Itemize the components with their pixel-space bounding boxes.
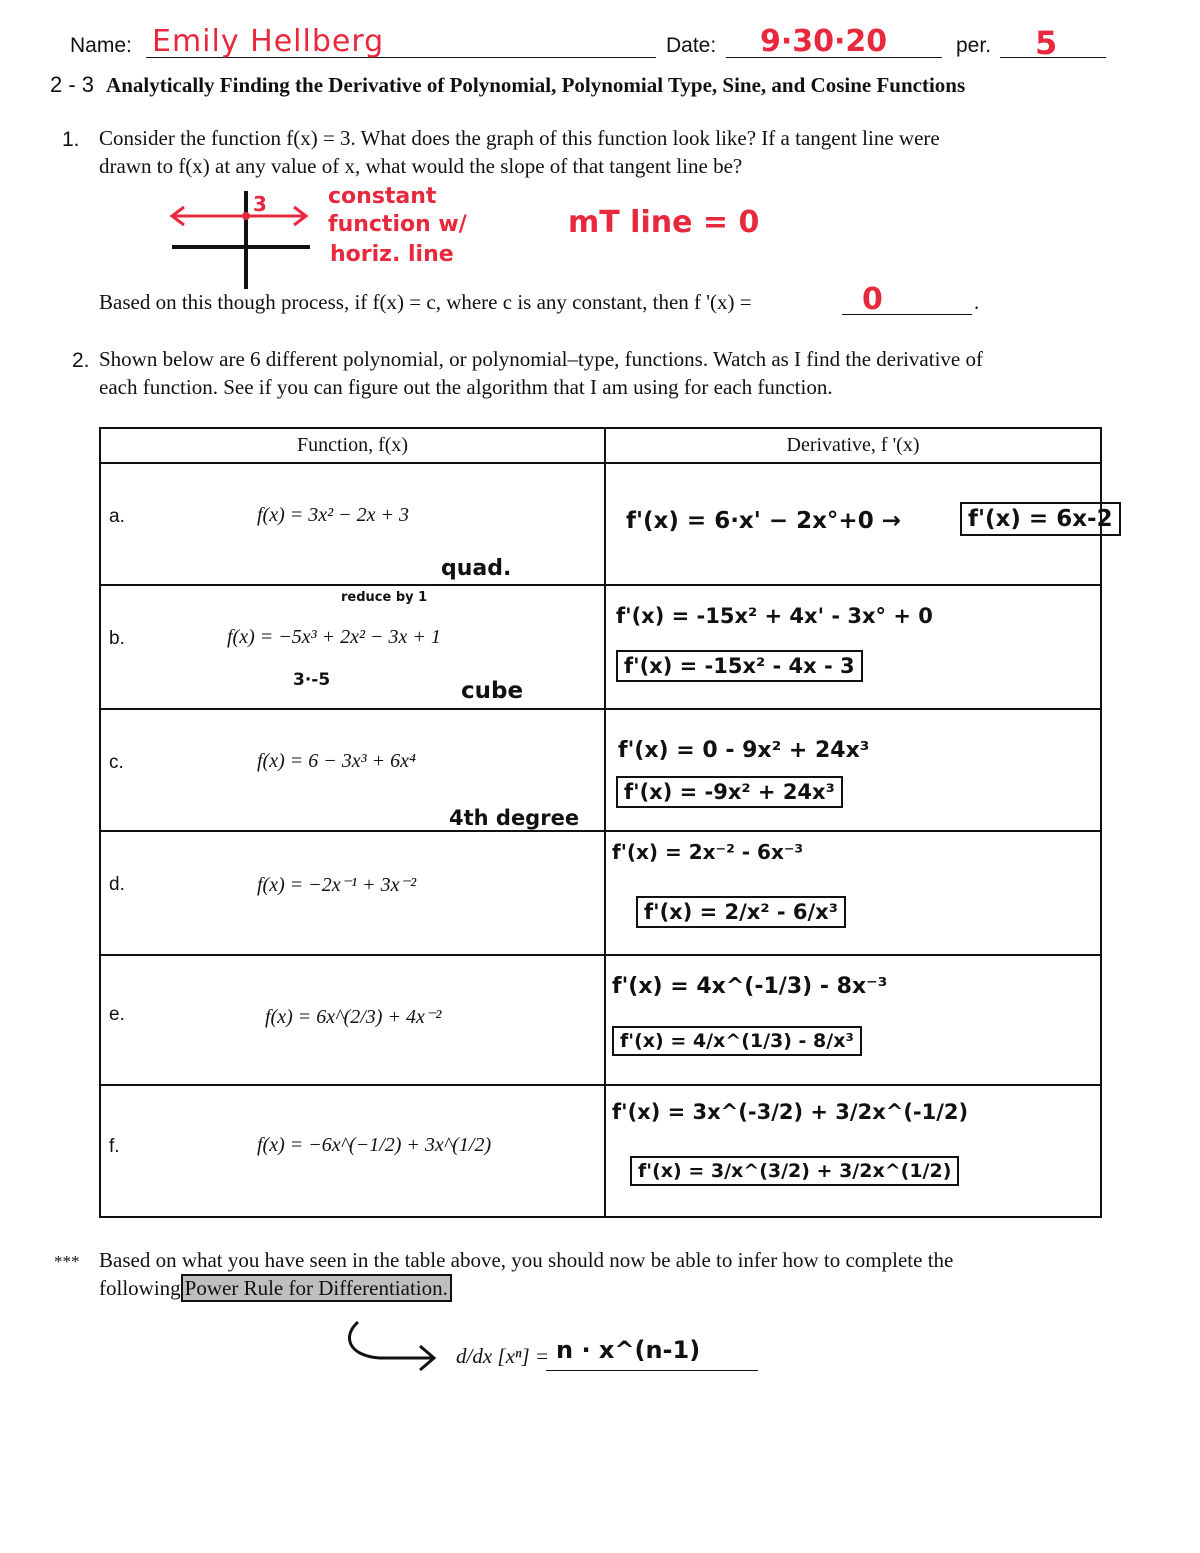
- q1-graph: [160, 185, 320, 295]
- power-rule-stars: ***: [54, 1252, 80, 1271]
- q2-line1: Shown below are 6 different polynomial, or polynomial–type, functions. Watch as I find the derivative of: [99, 347, 983, 371]
- work-text: f'(x) = 2x⁻² - 6x⁻³: [612, 840, 804, 864]
- q1-note-3: horiz. line: [330, 242, 454, 267]
- work-text: f'(x) = 4x^(-1/3) - 8x⁻³: [612, 974, 888, 999]
- power-rule-lhs: d/dx [xⁿ] =: [456, 1344, 550, 1368]
- row-note: quad.: [441, 556, 512, 581]
- function-text: f(x) = 6x^(2/3) + 4x⁻²: [265, 1006, 442, 1028]
- row-note: cube: [461, 678, 524, 704]
- date-value: 9·30·20: [760, 24, 888, 59]
- q1-note-1: constant: [328, 184, 437, 209]
- function-cell: [100, 709, 605, 831]
- answer-box: f'(x) = -15x² - 4x - 3: [616, 650, 863, 682]
- q1-number: 1.: [62, 128, 80, 151]
- function-cell: [100, 463, 605, 585]
- derivative-cell[interactable]: [605, 585, 1101, 709]
- work-text: f'(x) = 3x^(-3/2) + 3/2x^(-1/2): [612, 1100, 969, 1124]
- name-value: Emily Hellberg: [152, 24, 385, 59]
- title-text: Analytically Finding the Derivative of Polynomial, Polynomial Type, Sine, and Cosine Functions: [106, 73, 966, 97]
- q1-period: .: [974, 290, 980, 314]
- q1-line1: Consider the function f(x) = 3. What does the graph of this function look like? If a tangent line were: [99, 126, 940, 150]
- table-row: [100, 1085, 1101, 1217]
- work-text: f'(x) = -15x² + 4x' - 3x° + 0: [616, 604, 933, 628]
- power-rule-highlight: Power Rule for Differentiation.: [181, 1274, 452, 1302]
- function-cell: [100, 831, 605, 955]
- q1-based-text: Based on this though process, if f(x) = c, where c is any constant, then f '(x) =: [99, 290, 752, 314]
- row-label: c.: [109, 752, 124, 773]
- table-row: [100, 709, 1101, 831]
- q1-note-2: function w/: [328, 212, 467, 237]
- derivative-cell[interactable]: [605, 463, 1113, 585]
- curved-arrow-icon: [340, 1316, 450, 1376]
- header-function: Function, f(x): [100, 428, 605, 463]
- power-rule-line2: [99, 1274, 452, 1302]
- table-header-row: [100, 428, 1101, 463]
- graph-point: [242, 212, 250, 220]
- q2-number: 2.: [72, 349, 90, 372]
- answer-box: f'(x) = -9x² + 24x³: [616, 776, 843, 808]
- q1-answer: 0: [862, 282, 883, 317]
- row-note-mult: 3·-5: [293, 670, 331, 690]
- function-cell: [100, 585, 605, 709]
- title-number: 2 - 3: [50, 72, 95, 97]
- row-note: 4th degree: [449, 806, 580, 830]
- q1-line2: drawn to f(x) at any value of x, what would the slope of that tangent line be?: [99, 154, 743, 178]
- graph-label: 3: [253, 192, 267, 216]
- work-text: f'(x) = 0 - 9x² + 24x³: [618, 738, 870, 763]
- function-cell: [100, 955, 605, 1085]
- answer-box: f'(x) = 3/x^(3/2) + 3/2x^(1/2): [630, 1156, 959, 1186]
- function-text: f(x) = 3x² − 2x + 3: [257, 504, 409, 526]
- row-label: a.: [109, 506, 125, 527]
- row-label: e.: [109, 1004, 125, 1025]
- power-rule-prefix: following: [99, 1276, 181, 1300]
- derivative-cell[interactable]: [605, 831, 1101, 955]
- per-label: per.: [956, 34, 992, 57]
- table-row: [100, 585, 1101, 709]
- q1-slope-note: mT line = 0: [568, 205, 760, 240]
- answer-box: f'(x) = 4/x^(1/3) - 8/x³: [612, 1026, 862, 1056]
- derivative-cell[interactable]: [605, 955, 1101, 1085]
- row-label: b.: [109, 628, 125, 649]
- date-label: Date:: [666, 34, 717, 57]
- per-value: 5: [1035, 24, 1058, 62]
- table-row: [100, 955, 1101, 1085]
- power-rule-line1: Based on what you have seen in the table above, you should now be able to infer how to complete the: [99, 1248, 954, 1272]
- q2-line2: each function. See if you can figure out the algorithm that I am using for each function.: [99, 375, 833, 399]
- work-text: f'(x) = 6·x' − 2x°+0 →: [626, 508, 901, 534]
- power-rule-answer: n · x^(n-1): [556, 1336, 701, 1364]
- table-row: [100, 831, 1101, 955]
- row-label: d.: [109, 874, 125, 895]
- function-text: f(x) = −2x⁻¹ + 3x⁻²: [257, 874, 417, 896]
- function-cell: [100, 1085, 605, 1217]
- page-title: [50, 72, 1170, 98]
- table-row: [100, 463, 1101, 585]
- derivative-table: [99, 427, 1113, 1218]
- function-text: f(x) = 6 − 3x³ + 6x⁴: [257, 750, 416, 772]
- function-text: f(x) = −5x³ + 2x² − 3x + 1: [227, 626, 441, 648]
- name-label: Name:: [70, 34, 132, 57]
- row-label: f.: [109, 1136, 120, 1157]
- derivative-cell[interactable]: [605, 709, 1101, 831]
- header-row: [70, 24, 1130, 62]
- derivative-cell[interactable]: [605, 1085, 1101, 1217]
- answer-box: f'(x) = 6x-2: [960, 502, 1121, 536]
- answer-box: f'(x) = 2/x² - 6/x³: [636, 896, 846, 928]
- row-note-reduce: reduce by 1: [341, 590, 428, 605]
- function-text: f(x) = −6x^(−1/2) + 3x^(1/2): [257, 1134, 492, 1156]
- header-derivative: Derivative, f '(x): [605, 428, 1101, 463]
